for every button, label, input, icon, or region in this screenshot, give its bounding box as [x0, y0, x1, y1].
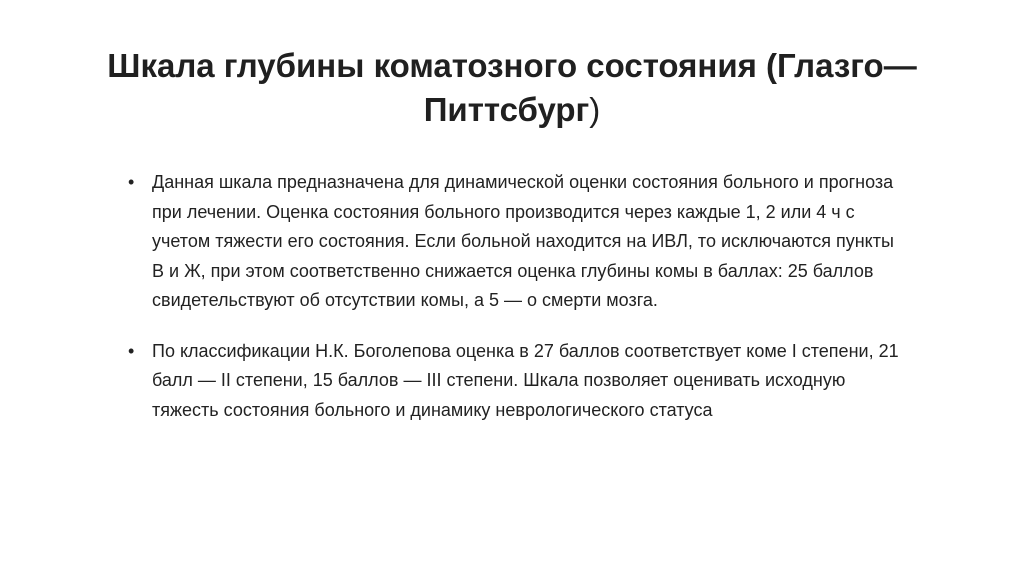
- bullet-dot-icon: •: [128, 172, 135, 192]
- slide-title: [60, 44, 964, 132]
- bullet-item-2: [128, 337, 908, 426]
- bullet-list: [128, 168, 908, 425]
- slide-title-closing-paren: ): [589, 91, 601, 128]
- slide-title-main: Шкала глубины коматозного состояния (Глазго—Питтсбург: [107, 47, 917, 128]
- bullet-text-1: Данная шкала предназначена для динамической оценки состояния больного и прогноза при лечении. Оценка состояния больного производится через каждые 1, 2 или 4 ч с учетом тяжести его состояния. Если больной находится на ИВЛ, то исключаются пункты В и Ж, при этом соответственно снижается оценка глубины комы в баллах: 25 баллов свидетельствуют об отсутствии комы, а 5 — о смерти мозга.: [152, 172, 894, 310]
- bullet-dot-icon: •: [128, 340, 135, 361]
- bullet-text-2: По классификации Н.К. Боголепова оценка в 27 баллов соответствует коме I степени, 21 балл — II степени, 15 баллов — III степени. Шкала позволяет оценивать исходную тяжесть состояния больного и динамику неврологического статуса: [152, 340, 899, 420]
- bullet-item-1: [128, 168, 908, 316]
